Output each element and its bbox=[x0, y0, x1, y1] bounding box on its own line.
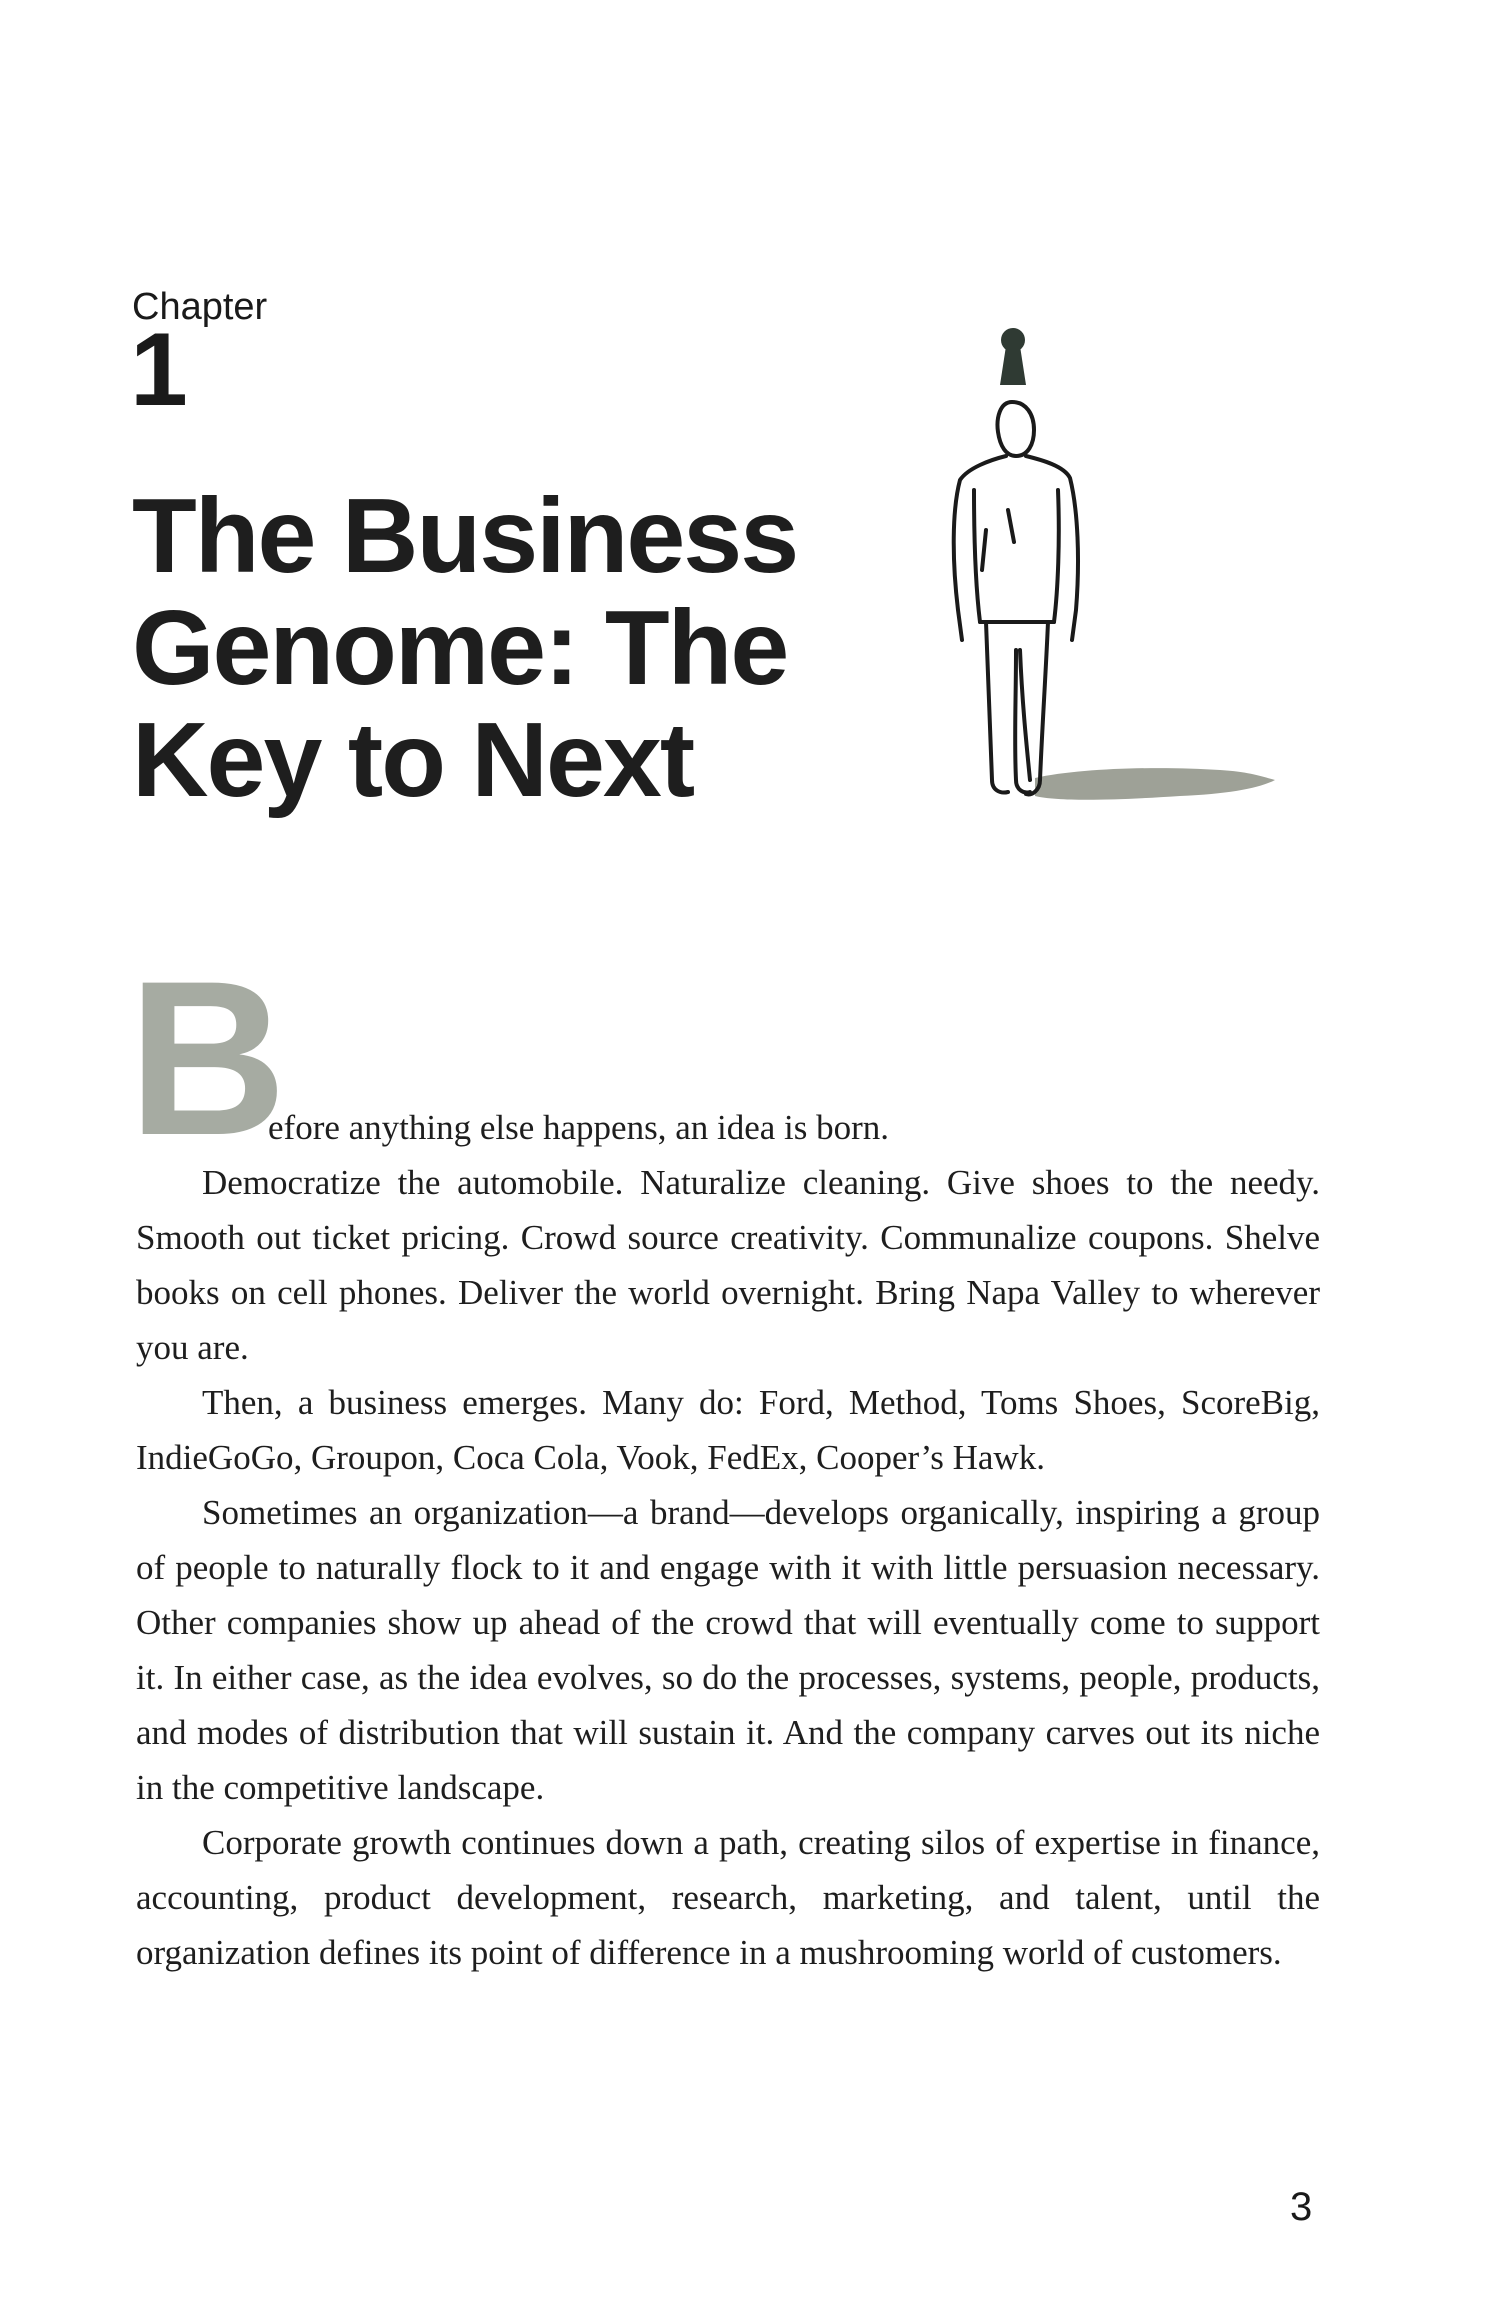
standing-man-icon bbox=[954, 402, 1078, 794]
man-shadow-icon bbox=[1035, 768, 1275, 800]
chapter-title-line: The Business bbox=[132, 477, 798, 595]
chapter-label: Chapter bbox=[132, 286, 268, 328]
drop-cap: B bbox=[128, 935, 287, 1181]
body-text bbox=[136, 1100, 1320, 1980]
page-number: 3 bbox=[1290, 2185, 1313, 2229]
chapter-number: 1 bbox=[130, 312, 188, 428]
chapter-title-line: Key to Next bbox=[132, 701, 694, 819]
paragraph: Sometimes an organization—a brand—develops organically, inspiring a group of people to naturally flock to it and engage with it with little persuasion necessary. Other companies show up ahead of the crowd that will eventually come to support it. In either case, as the idea evolves, so do the processes, systems, people, products, and modes of distribution that will sustain it. And the company carves out its niche in the competitive landscape. bbox=[136, 1493, 1320, 1807]
paragraph: Democratize the automobile. Naturalize cleaning. Give shoes to the needy. Smooth out ticket pricing. Crowd source creativity. Communalize coupons. Shelve books on cell phones. Deliver the world overnight. Bring Napa Valley to wherever you are. bbox=[136, 1163, 1320, 1367]
chapter-title-line: Genome: The bbox=[132, 589, 788, 707]
paragraph: Then, a business emerges. Many do: Ford, Method, Toms Shoes, ScoreBig, IndieGoGo, Groupon, Coca Cola, Vook, FedEx, Cooper’s Hawk. bbox=[136, 1383, 1320, 1477]
keyhole-icon bbox=[1000, 328, 1026, 385]
chapter-title bbox=[132, 477, 892, 819]
paragraph: Corporate growth continues down a path, creating silos of expertise in finance, accounting, product development, research, marketing, and talent, until the organization defines its point of difference in a mushrooming world of customers. bbox=[136, 1823, 1320, 1972]
chapter-illustration bbox=[930, 310, 1330, 830]
paragraph: efore anything else happens, an idea is born. bbox=[268, 1108, 890, 1147]
